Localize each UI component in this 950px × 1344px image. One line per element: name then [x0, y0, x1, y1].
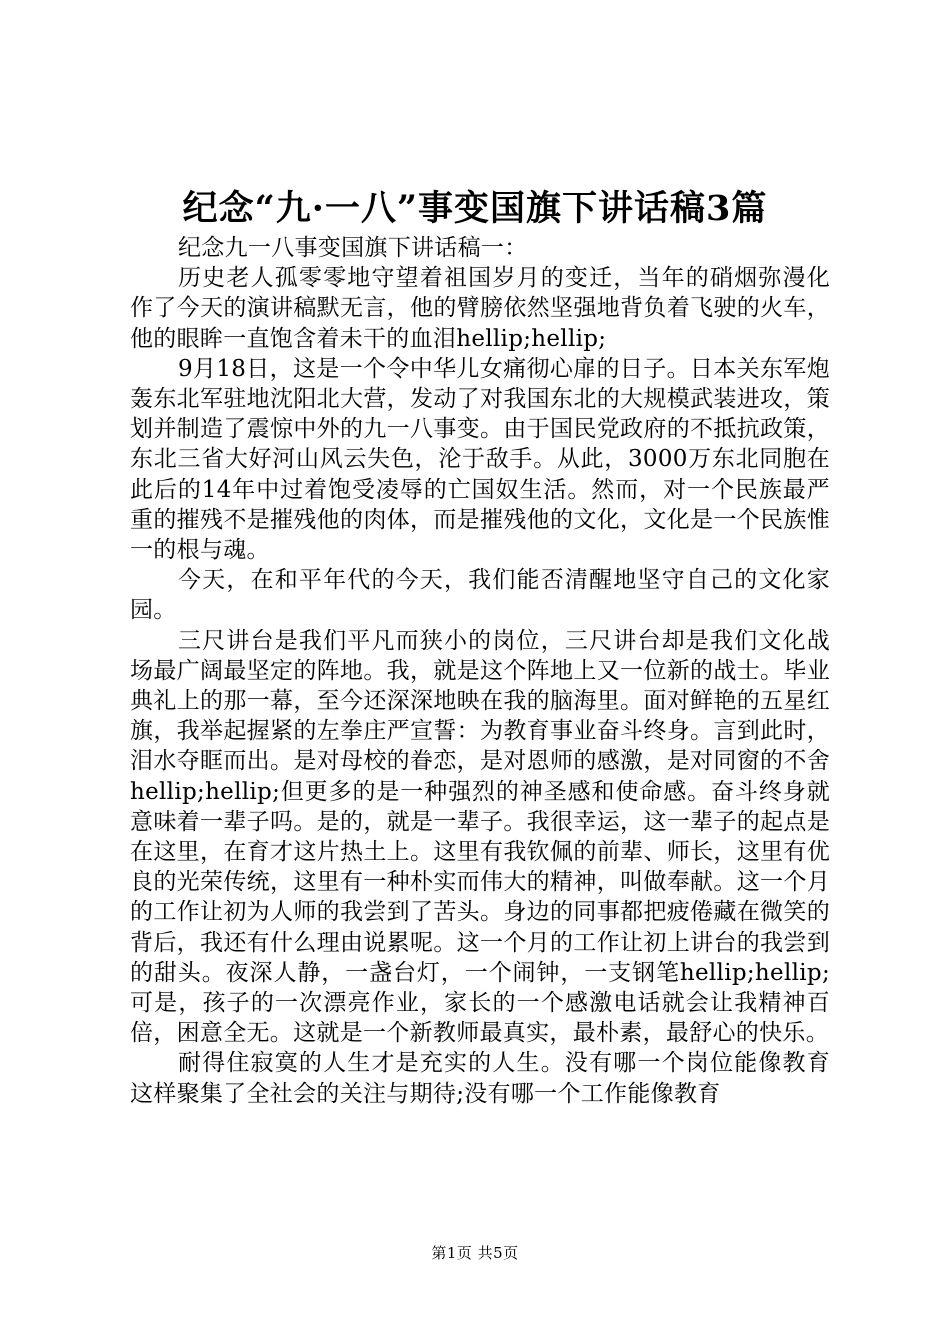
paragraph: 三尺讲台是我们平凡而狭小的岗位，三尺讲台却是我们文化战场最广阔最坚定的阵地。我，就是这个阵地上又一位新的战士。毕业典礼上的那一幕，至今还深深地映在我的脑海里。面对鲜艳的五星红旗，我举起握紧的左拳庄严宣誓：为教育事业奋斗终身。言到此时，泪水夺眶而出。是对母校的眷恋，是对恩师的感激，是对同窗的不舍hellip;hellip;但更多的是一种强烈的神圣感和使命感。奋斗终身就意味着一辈子吗。是的，就是一辈子。我很幸运，这一辈子的起点是在这里，在育才这片热土上。这里有我钦佩的前辈、师长，这里有优良的光荣传统，这里有一种朴实而伟大的精神，叫做奉献。这一个月的工作让初为人师的我尝到了苦头。身边的同事都把疲倦藏在微笑的背后，我还有什么理由说累呢。这一个月的工作让初上讲台的我尝到的甜头。夜深人静，一盏台灯，一个闹钟，一支钢笔hellip;hellip;可是，孩子的一次漂亮作业，家长的一个感激电话就会让我精神百倍，困意全无。这就是一个新教师最真实，最朴素，最舒心的快乐。 — [130, 627, 830, 1047]
paragraph: 今天，在和平年代的今天，我们能否清醒地坚守自己的文化家园。 — [130, 567, 830, 624]
paragraph: 9月18日，这是一个令中华儿女痛彻心扉的日子。日本关东军炮轰东北军驻地沈阳北大营，发动了对我国东北的大规模武装进攻，策划并制造了震惊中外的九一八事变。由于国民党政府的不抵抗政策，东北三省大好河山风云失色，沦于敌手。从此，3000万东北同胞在此后的14年中过着饱受凌辱的亡国奴生活。然而，对一个民族最严重的摧残不是摧残他的肉体，而是摧残他的文化，文化是一个民族惟一的根与魂。 — [130, 355, 830, 564]
paragraph: 纪念九一八事变国旗下讲话稿一： — [178, 235, 528, 261]
paragraph: 耐得住寂寞的人生才是充实的人生。没有哪一个岗位能像教育这样聚集了全社会的关注与期待;没有哪一个工作能像教育 — [130, 1050, 830, 1107]
page-footer: 第1页 共5页 — [431, 1244, 519, 1262]
paragraph: 历史老人孤零零地守望着祖国岁月的变迁，当年的硝烟弥漫化作了今天的演讲稿默无言，他的臂膀依然坚强地背负着飞驶的火车，他的眼眸一直饱含着未干的血泪hellip;hellip; — [130, 265, 830, 352]
document-body — [130, 233, 830, 1109]
document-title: 纪念“九·一八”事变国旗下讲话稿3篇 — [182, 188, 768, 229]
